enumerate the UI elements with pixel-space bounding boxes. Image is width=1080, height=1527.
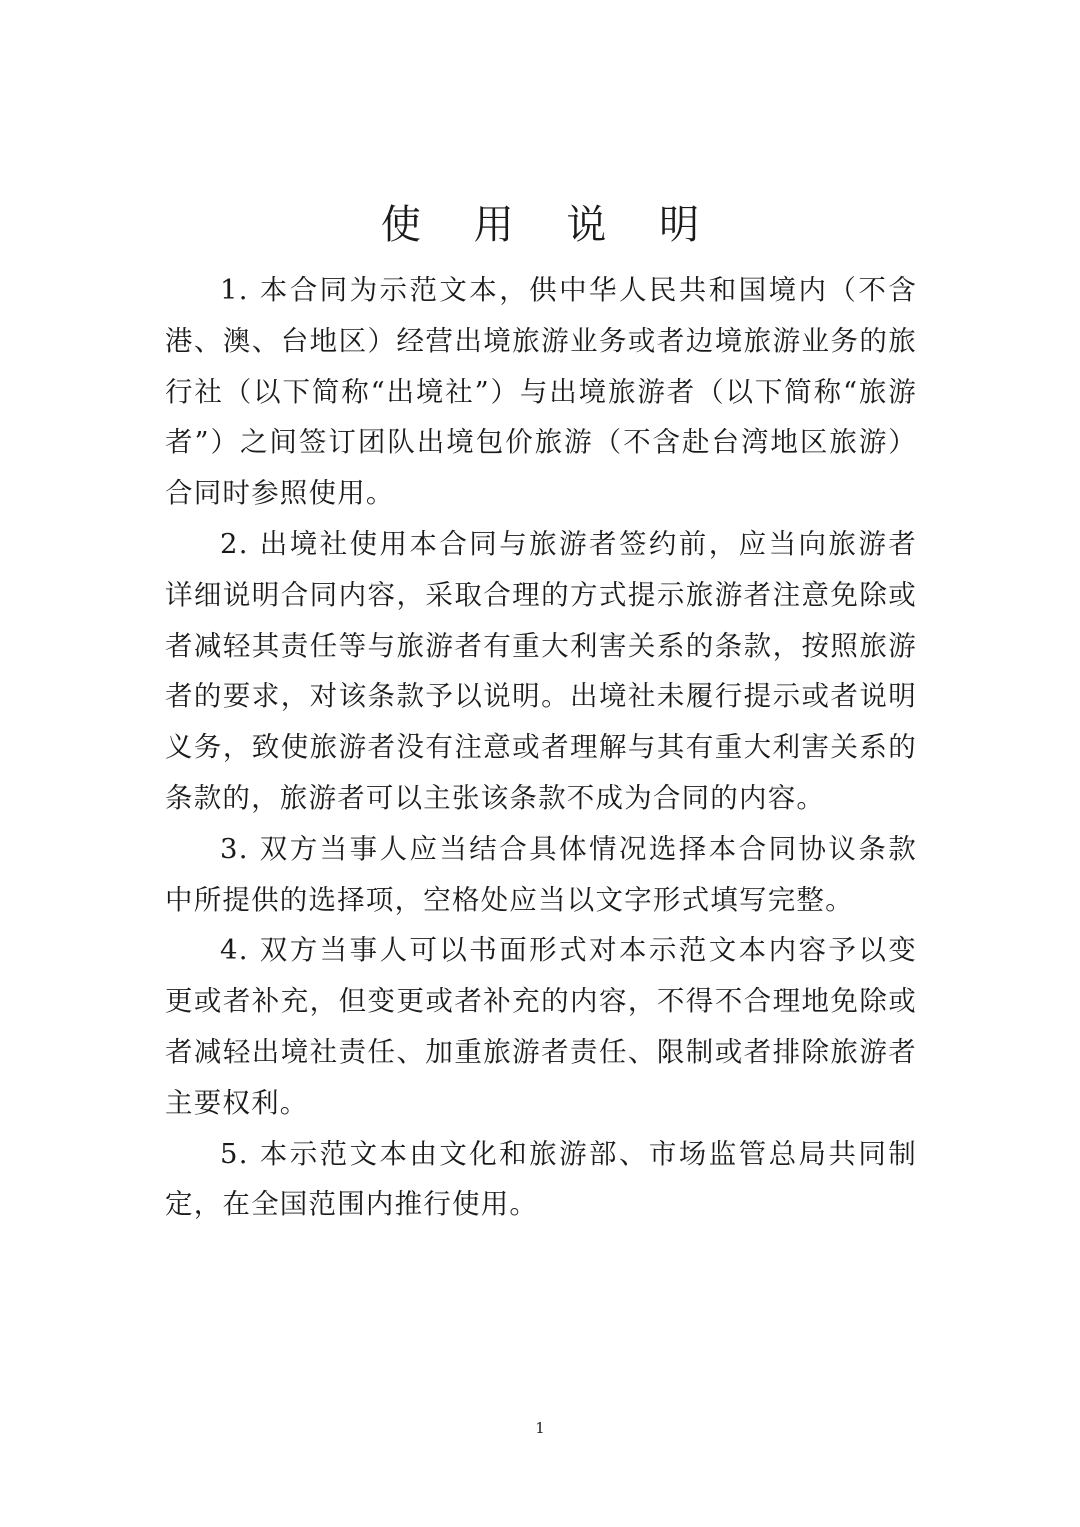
paragraph-2: 2. 出境社使用本合同与旅游者签约前，应当向旅游者详细说明合同内容，采取合理的方式提示旅游者注意免除或者减轻其责任等与旅游者有重大利害关系的条款，按照旅游者的要求，对该条款予以说明。出境社未履行提示或者说明义务，致使旅游者没有注意或者理解与其有重大利害关系的条款的，旅游者可以主张该条款不成为合同的内容。 <box>165 527 917 814</box>
paragraph-1: 1. 本合同为示范文本，供中华人民共和国境内（不含港、澳、台地区）经营出境旅游业务或者边境旅游业务的旅行社（以下简称“出境社”）与出境旅游者（以下简称“旅游者”）之间签订团队出境包价旅游（不含赴台湾地区旅游）合同时参照使用。 <box>165 274 917 510</box>
paragraph-5: 5. 本示范文本由文化和旅游部、市场监管总局共同制定，在全国范围内推行使用。 <box>165 1137 917 1221</box>
page-title: 使 用 说 明 <box>380 201 720 248</box>
document-body <box>165 265 917 1230</box>
paragraph-4: 4. 双方当事人可以书面形式对本示范文本内容予以变更或者补充，但变更或者补充的内容，不得不合理地免除或者减轻出境社责任、加重旅游者责任、限制或者排除旅游者主要权利。 <box>165 934 917 1119</box>
page-number: 1 <box>535 1419 545 1437</box>
paragraph-3: 3. 双方当事人应当结合具体情况选择本合同协议条款中所提供的选择项，空格处应当以文字形式填写完整。 <box>165 832 917 916</box>
